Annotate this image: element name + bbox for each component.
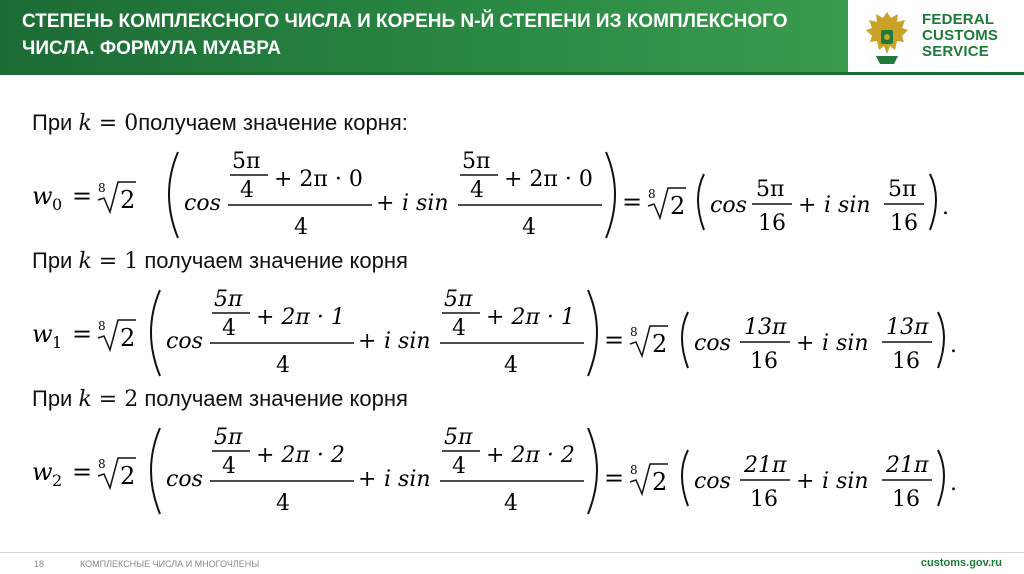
equals-sign-2: = [604,464,625,492]
case-prefix: При [32,248,79,273]
plus-term-2: + 2π · 0 [504,167,593,192]
isin-label: i sin [384,329,431,354]
inner-den: 4 [222,316,236,341]
equation-w2-svg [32,414,972,522]
isin-label-2: i sin [822,469,869,494]
radicand-2: 2 [652,468,668,496]
logo-line-1: FEDERAL [922,11,995,28]
equals-sign: = [72,458,93,486]
root-index: 8 [98,181,106,195]
root-index-2: 8 [630,463,638,477]
equation-w1 [32,276,992,384]
root-index: 8 [98,319,106,333]
k-variable: k [78,387,92,412]
inner-den: 4 [240,178,254,203]
cos-label-2: cos [694,331,731,356]
plus-sign-2: + [798,193,817,218]
root-index-2: 8 [648,187,656,201]
equals-sign: = [72,182,93,210]
outer-den-2: 4 [504,491,518,516]
footer [0,552,1024,574]
left-paren [151,290,160,376]
period: . [950,471,957,496]
case-k0-label [32,108,992,138]
plus-sign-2: + [796,331,815,356]
right-paren [606,152,615,238]
k-value: = 2 [91,387,139,412]
cos-label: cos [166,467,203,492]
case-suffix: получаем значение корня [138,386,408,411]
res-num: 5π [756,177,785,202]
root-index-2: 8 [630,325,638,339]
equation-w0 [32,138,992,246]
lhs-w: w [32,320,53,348]
logo-line-2: CUSTOMS [922,27,999,44]
k-variable: k [78,111,92,136]
plus-term-2: + 2π · 2 [486,443,575,468]
footer-title: КОМПЛЕКСНЫЕ ЧИСЛА И МНОГОЧЛЕНЫ [80,559,260,569]
isin-label: i sin [402,191,449,216]
res-num-2: 21π [886,453,929,478]
lhs-subscript: 0 [52,195,63,214]
left-paren [169,152,178,238]
outer-den: 4 [294,215,308,240]
case-k2-label [32,384,992,414]
plus-sign: + [376,191,395,216]
inner-den-2: 4 [452,454,466,479]
equation-w1-svg [32,276,972,384]
radicand: 2 [120,186,136,214]
res-den: 16 [750,349,778,374]
slide-content [32,108,992,522]
res-den-2: 16 [892,487,920,512]
footer-site-link[interactable]: customs.gov.ru [920,557,1002,569]
inner-num: 5π [214,287,243,312]
plus-term-2: + 2π · 1 [486,305,575,330]
inner-num-2: 5π [462,149,491,174]
res-num-2: 13π [886,315,929,340]
k-value: = 0 [91,111,139,136]
case-k1-label [32,246,992,276]
res-den-2: 16 [890,211,918,236]
res-den: 16 [750,487,778,512]
radicand-2: 2 [670,192,686,220]
res-den: 16 [758,211,786,236]
header-divider [0,72,1024,75]
inner-num: 5π [232,149,261,174]
lhs-w: w [32,458,53,486]
inner-den-2: 4 [470,178,484,203]
k-variable: k [78,249,92,274]
double-headed-eagle-icon [864,8,910,66]
res-den-2: 16 [892,349,920,374]
plus-term: + 2π · 0 [274,167,363,192]
left-paren-2 [682,312,688,368]
radicand: 2 [120,324,136,352]
root-index: 8 [98,457,106,471]
inner-den: 4 [222,454,236,479]
slide-number: 18 [34,559,45,569]
res-num-2: 5π [888,177,917,202]
case-suffix: получаем значение корня [138,248,408,273]
case-prefix: При [32,386,79,411]
inner-num-2: 5π [444,425,473,450]
radicand-2: 2 [652,330,668,358]
plus-term: + 2π · 1 [256,305,345,330]
res-num: 21π [744,453,787,478]
outer-den-2: 4 [504,353,518,378]
cos-label-2: cos [694,469,731,494]
k-value: = 1 [91,249,139,274]
right-paren-2 [938,312,944,368]
left-paren-2 [698,174,704,230]
outer-den: 4 [276,491,290,516]
lhs-w: w [32,182,53,210]
plus-sign: + [358,467,377,492]
equation-w2 [32,414,992,522]
case-prefix: При [32,110,79,135]
period: . [942,195,949,220]
header-bar [0,0,848,72]
left-paren-2 [682,450,688,506]
right-paren-2 [930,174,936,230]
equation-w0-svg [32,138,972,246]
footer-divider [0,552,1024,553]
right-paren [588,428,597,514]
period: . [950,333,957,358]
right-paren [588,290,597,376]
isin-label-2: i sin [824,193,871,218]
inner-den-2: 4 [452,316,466,341]
cos-label: cos [184,191,221,216]
plus-term: + 2π · 2 [256,443,345,468]
outer-den-2: 4 [522,215,536,240]
equals-sign-2: = [604,326,625,354]
case-suffix: получаем значение корня: [138,110,408,135]
cos-label: cos [166,329,203,354]
res-num: 13π [744,315,787,340]
inner-num-2: 5π [444,287,473,312]
outer-den: 4 [276,353,290,378]
right-paren-2 [938,450,944,506]
left-paren [151,428,160,514]
equals-sign-2: = [622,188,643,216]
cos-label-2: cos [710,193,747,218]
equals-sign: = [72,320,93,348]
inner-num: 5π [214,425,243,450]
radicand: 2 [120,462,136,490]
logo-wordmark [922,12,998,60]
isin-label: i sin [384,467,431,492]
slide-title: СТЕПЕНЬ КОМПЛЕКСНОГО ЧИСЛА И КОРЕНЬ N-Й СТЕПЕНИ ИЗ КОМПЛЕКСНОГО ЧИСЛА. ФОРМУЛА МУАВРА [22,11,788,59]
lhs-subscript: 2 [52,471,63,490]
plus-sign-2: + [796,469,815,494]
lhs-subscript: 1 [52,333,63,352]
logo-line-3: SERVICE [922,43,989,60]
fcs-logo [858,6,1018,68]
isin-label-2: i sin [822,331,869,356]
plus-sign: + [358,329,377,354]
